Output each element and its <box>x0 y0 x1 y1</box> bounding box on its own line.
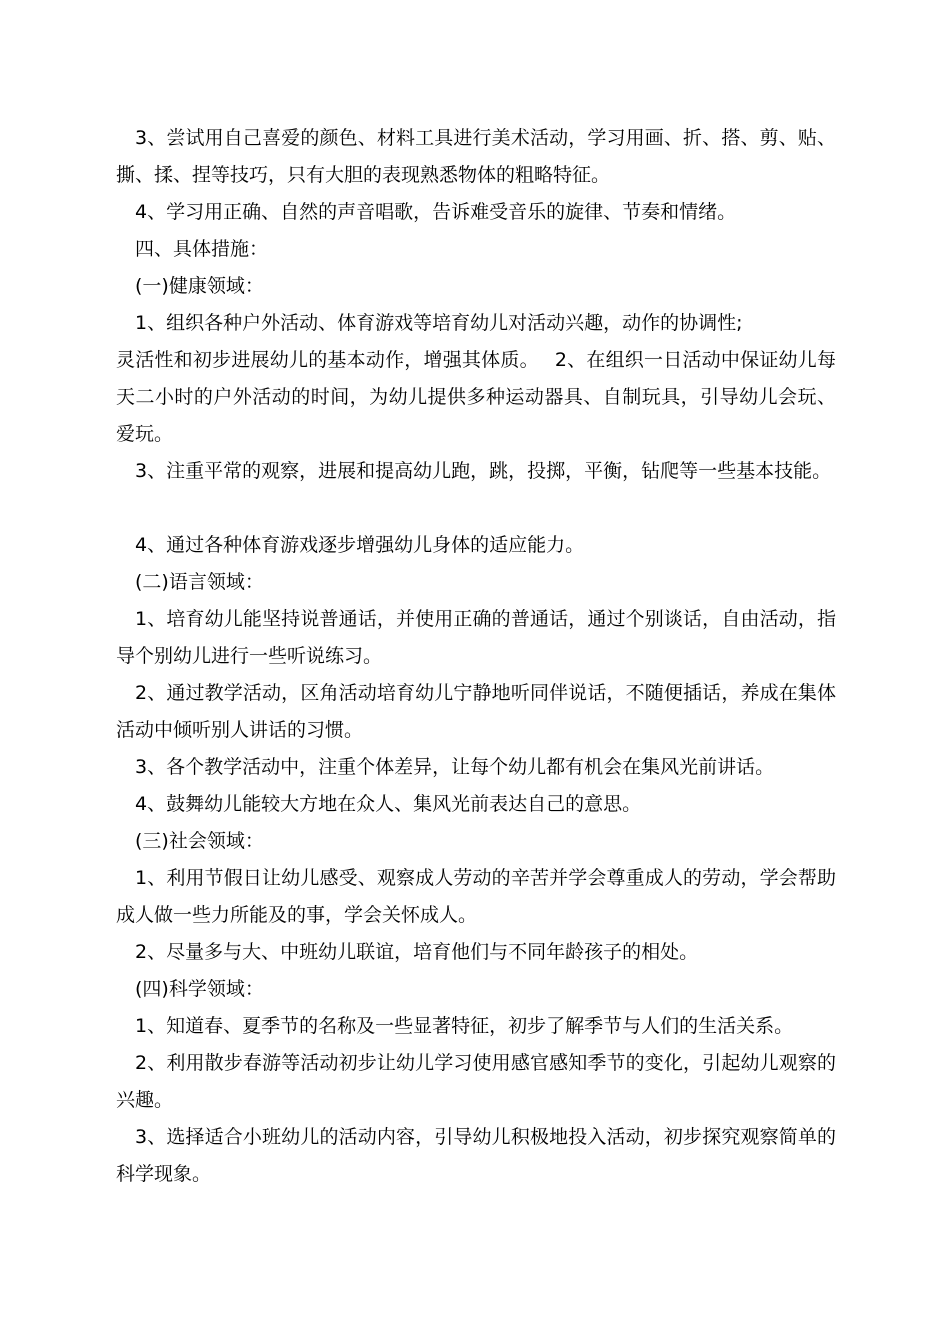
paragraph-science-2: 2、利用散步春游等活动初步让幼儿学习使用感官感知季节的变化，引起幼儿观察的兴趣。 <box>116 1052 836 1111</box>
paragraph-health-4: 4、通过各种体育游戏逐步增强幼儿身体的适应能力。 <box>135 534 585 556</box>
paragraph-science-3: 3、选择适合小班幼儿的活动内容，引导幼儿积极地投入活动，初步探究观察简单的科学现象。 <box>116 1126 836 1185</box>
paragraph-health-1: 1、组织各种户外活动、体育游戏等培育幼儿对活动兴趣，动作的协调性; <box>135 312 743 334</box>
paragraph-language-2: 2、通过教学活动，区角活动培育幼儿宁静地听同伴说话，不随便插话，养成在集体活动中倾听别人讲话的习惯。 <box>116 682 836 741</box>
paragraph-health-2: 灵活性和初步进展幼儿的基本动作，增强其体质。 2、在组织一日活动中保证幼儿每天二小时的户外活动的时间，为幼儿提供多种运动器具、自制玩具，引导幼儿会玩、爱玩。 <box>116 349 836 445</box>
subheading-health: (一)健康领域： <box>135 275 264 297</box>
paragraph-language-3: 3、各个教学活动中，注重个体差异，让每个幼儿都有机会在集风光前讲话。 <box>135 756 775 778</box>
paragraph-social-1: 1、利用节假日让幼儿感受、观察成人劳动的辛苦并学会尊重成人的劳动，学会帮助成人做一些力所能及的事，学会关怀成人。 <box>116 867 836 926</box>
paragraph-singing: 4、学习用正确、自然的声音唱歌，告诉难受音乐的旋律、节奏和情绪。 <box>135 201 737 223</box>
paragraph-gap <box>116 490 836 527</box>
document-body <box>116 120 836 1193</box>
subheading-language: (二)语言领域： <box>135 571 264 593</box>
paragraph-health-3: 3、注重平常的观察，进展和提高幼儿跑，跳，投掷，平衡，钻爬等一些基本技能。 <box>135 460 832 482</box>
paragraph-science-1: 1、知道春、夏季节的名称及一些显著特征，初步了解季节与人们的生活关系。 <box>135 1015 794 1037</box>
paragraph-social-2: 2、尽量多与大、中班幼儿联谊，培育他们与不同年龄孩子的相处。 <box>135 941 699 963</box>
subheading-science: (四)科学领域： <box>135 978 264 1000</box>
subheading-social: (三)社会领域： <box>135 830 264 852</box>
section-heading-measures: 四、具体措施： <box>135 238 269 260</box>
paragraph-art-skills: 3、尝试用自己喜爱的颜色、材料工具进行美术活动，学习用画、折、搭、剪、贴、撕、揉、捏等技巧，只有大胆的表现熟悉物体的粗略特征。 <box>116 127 836 186</box>
paragraph-language-1: 1、培育幼儿能坚持说普通话，并使用正确的普通话，通过个别谈话，自由活动，指导个别幼儿进行一些听说练习。 <box>116 608 836 667</box>
paragraph-language-4: 4、鼓舞幼儿能较大方地在众人、集风光前表达自己的意思。 <box>135 793 642 815</box>
